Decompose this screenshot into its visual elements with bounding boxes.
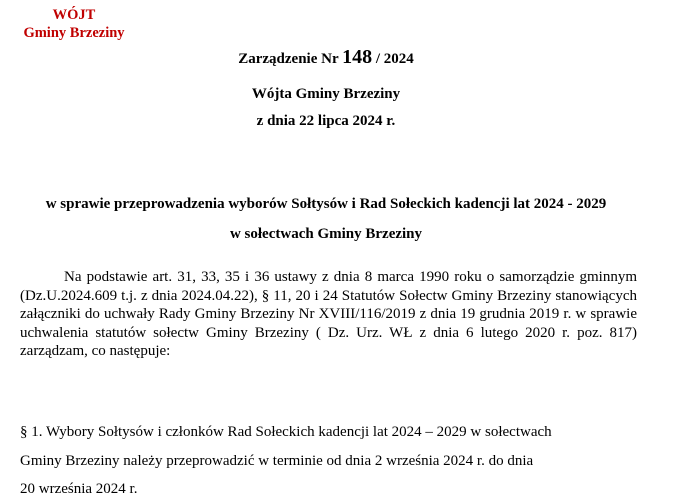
section-1-line-3: 20 września 2024 r.: [20, 481, 138, 497]
title-suffix: / 2024: [372, 51, 414, 67]
section-1-line-2: Gminy Brzeziny należy przeprowadzić w terminie od dnia 2 września 2024 r. do dnia: [20, 453, 534, 469]
stamp-subtitle: Gminy Brzeziny: [23, 25, 125, 41]
preamble-paragraph: Na podstawie art. 31, 33, 35 i 36 ustawy z dnia 8 marca 1990 roku o samorządzie gminnym (Dz.U.2024.609 t.j. z dnia 2024.04.22), § 11, 20 i 24 Statutów Sołectw Gminy Brzeziny stanowiących załączniki do uchwały Rady Gminy Brzeziny Nr XVIII/116/2019 z dnia 19 grudnia 2019 r. w sprawie uchwalenia statutów sołectw Gminy Brzeziny ( Dz. Urz. WŁ z dnia 6 lutego 2020 r. poz. 817) zarządzam, co następuje:: [20, 269, 637, 359]
subject-line-1: w sprawie przeprowadzenia wyborów Sołtysów i Rad Sołeckich kadencji lat 2024 - 2029: [45, 196, 607, 212]
section-1-line-1: § 1. Wybory Sołtysów i członków Rad Sołeckich kadencji lat 2024 – 2029 w sołectwach: [20, 424, 552, 440]
issuing-authority: Wójta Gminy Brzeziny: [251, 86, 401, 102]
order-number: 148: [342, 46, 373, 68]
stamp-title: WÓJT: [52, 7, 96, 23]
wojt-stamp: [14, 6, 134, 42]
document-date: z dnia 22 lipca 2024 r.: [256, 113, 396, 129]
subject-line-2: w sołectwach Gminy Brzeziny: [229, 226, 423, 242]
document-title: [0, 45, 652, 71]
title-prefix: Zarządzenie Nr: [238, 51, 343, 67]
